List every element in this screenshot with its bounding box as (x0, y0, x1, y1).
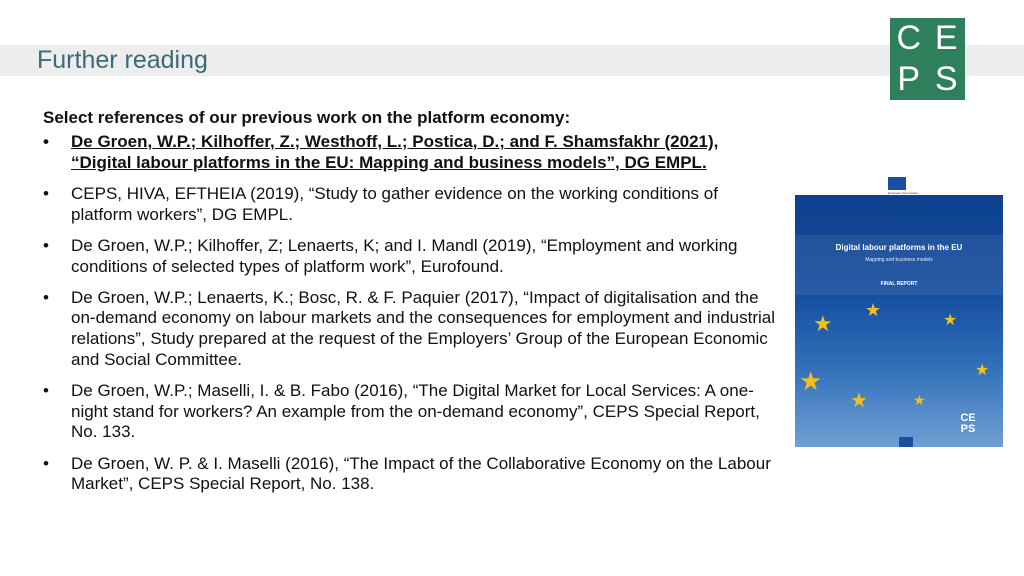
reference-item (43, 454, 783, 495)
reference-list (43, 132, 783, 495)
reference-text: De Groen, W.P.; Kilhoffer, Z.; Westhoff, L.; Postica, D.; and F. Shamsfakhr (2021), “Digital labour platforms in the EU: Mapping and business models”, DG EMPL. (71, 132, 719, 172)
reference-item (43, 184, 783, 225)
logo-letter: E (968, 412, 976, 424)
ceps-logo (890, 18, 965, 100)
bullet-icon: • (43, 287, 49, 307)
star-icon: ★ (850, 390, 868, 412)
eu-flag-icon (888, 177, 906, 190)
cover-ceps-logo (955, 413, 981, 435)
bullet-icon: • (43, 381, 49, 401)
logo-letter: S (934, 60, 958, 98)
star-icon: ★ (975, 362, 990, 379)
report-cover-image (795, 163, 1003, 447)
eu-flag-icon (899, 437, 913, 447)
bullet-icon: • (43, 132, 49, 151)
logo-letter: P (960, 423, 968, 435)
logo-letter: C (960, 412, 969, 424)
page-title: Further reading (37, 46, 208, 74)
logo-letter: C (896, 19, 922, 57)
reference-text: De Groen, W. P. & I. Maselli (2016), “The Impact of the Collaborative Economy on the Labour Market”, CEPS Special Report, No. 138. (71, 453, 771, 494)
star-icon: ★ (943, 312, 958, 329)
cover-publisher: European Commission (888, 191, 919, 195)
logo-letter: P (897, 60, 921, 98)
reference-item (43, 381, 783, 443)
star-icon: ★ (913, 392, 926, 408)
bullet-icon: • (43, 453, 49, 473)
logo-letter: S (968, 423, 976, 435)
bullet-icon: • (43, 183, 49, 203)
star-icon: ★ (865, 300, 882, 320)
cover-title: Digital labour platforms in the EU (835, 243, 963, 252)
reference-item (43, 288, 783, 371)
star-icon: ★ (813, 311, 833, 336)
reading-list (43, 107, 783, 506)
star-icon: ★ (799, 366, 823, 396)
reference-item (43, 236, 783, 277)
bullet-icon: • (43, 235, 49, 255)
reference-text: De Groen, W.P.; Lenaerts, K.; Bosc, R. & F. Paquier (2017), “Impact of digitalisation and the on-demand economy on labour markets and the consequences for employment and industrial relations”, Study prepared at the request of the Employers’ Group of the European Economic and Social Committee. (71, 287, 776, 369)
reference-text: CEPS, HIVA, EFTHEIA (2019), “Study to gather evidence on the working conditions of platform workers”, DG EMPL. (71, 183, 718, 224)
reference-item[interactable] (43, 132, 783, 173)
cover-subtitle: Mapping and business models (865, 257, 933, 263)
reference-text: De Groen, W.P.; Maselli, I. & B. Fabo (2016), “The Digital Market for Local Services: A one-night stand for workers? An example from the on-demand economy”, CEPS Special Report, No. 133. (71, 381, 760, 442)
logo-letter: E (934, 19, 958, 57)
intro-text: Select references of our previous work on the platform economy: (43, 108, 571, 127)
cover-report-label: FINAL REPORT (880, 281, 918, 287)
reference-text: De Groen, W.P.; Kilhoffer, Z; Lenaerts, K; and I. Mandl (2019), “Employment and working conditions of selected types of platform work”, Eurofound. (71, 235, 738, 276)
